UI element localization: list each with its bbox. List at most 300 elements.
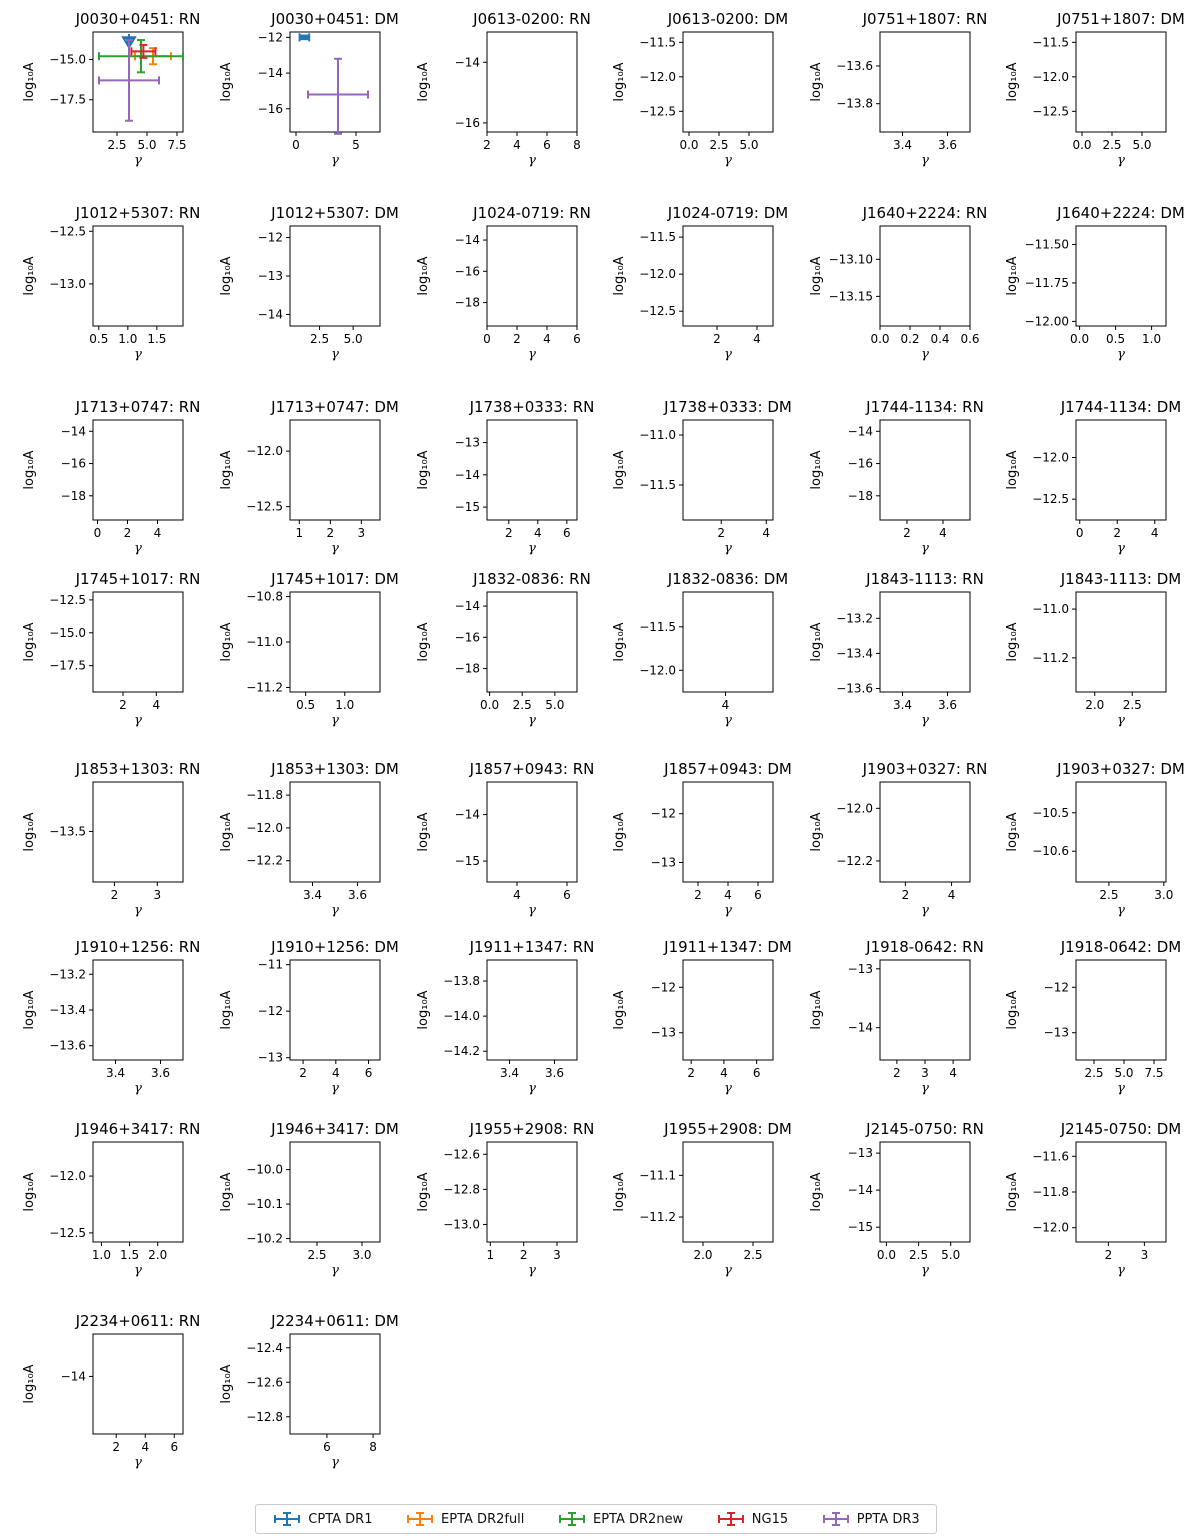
panel-37 (219, 1120, 399, 1278)
x-axis-label: γ (1117, 541, 1125, 556)
y-tick-label: −14 (847, 424, 873, 439)
chart-title: J1955+2908: DM (664, 1120, 792, 1138)
y-tick-label: −13.8 (443, 974, 480, 989)
x-tick-label: 2 (483, 138, 491, 152)
x-tick-label: 4 (762, 526, 771, 540)
panel-12 (22, 398, 200, 556)
y-axis-label: log₁₀A (1005, 256, 1020, 296)
y-axis-label: log₁₀A (612, 812, 627, 852)
x-tick-label: 2.5 (743, 1248, 763, 1262)
x-axis-label: γ (331, 903, 339, 918)
y-tick-label: −12.5 (49, 224, 86, 239)
y-axis-label: log₁₀A (809, 1172, 824, 1212)
x-tick-label: 2 (1113, 526, 1122, 540)
data-point (308, 59, 368, 134)
plot-frame (93, 782, 183, 882)
x-tick-label: 4 (949, 1066, 957, 1080)
y-axis-label: log₁₀A (22, 1172, 37, 1212)
y-tick-label: −12.5 (49, 592, 86, 607)
y-axis-label: log₁₀A (22, 62, 37, 102)
y-axis-label: log₁₀A (612, 450, 627, 490)
y-tick-label: −14 (60, 1369, 86, 1384)
panel-11 (1005, 204, 1185, 362)
x-axis-label: γ (921, 541, 929, 556)
panel-27 (612, 760, 792, 918)
chart-title: J2234+0611: RN (75, 1312, 201, 1330)
y-tick-label: −15.0 (49, 625, 86, 640)
x-tick-label: 4 (721, 698, 730, 712)
y-tick-label: −11.0 (1032, 602, 1069, 617)
legend-item-ng15 (716, 1512, 788, 1527)
y-tick-label: −11.8 (1032, 1185, 1069, 1199)
chart-title: J1738+0333: RN (469, 398, 595, 416)
chart-title: J1744-1134: DM (1060, 398, 1182, 416)
y-tick-label: −12.5 (1032, 104, 1069, 119)
y-axis-label: log₁₀A (612, 256, 627, 296)
x-tick-label: 6 (754, 888, 762, 902)
x-tick-label: 5.0 (1114, 1066, 1134, 1080)
y-tick-label: −12.0 (1032, 450, 1069, 465)
panel-3 (612, 10, 788, 168)
x-tick-label: 0 (292, 138, 300, 152)
plot-frame (290, 960, 380, 1060)
x-tick-label: 2.0 (693, 1248, 713, 1262)
chart-title: J1903+0327: RN (862, 760, 988, 778)
y-tick-label: −12.5 (49, 1225, 86, 1240)
plot-frame (290, 226, 380, 326)
y-tick-label: −12.0 (246, 820, 283, 835)
x-tick-label: 4 (513, 888, 521, 902)
x-tick-label: 2 (519, 1248, 528, 1262)
y-axis-label: log₁₀A (809, 990, 824, 1030)
x-axis-label: γ (528, 347, 536, 362)
y-tick-label: −12.5 (1032, 492, 1069, 507)
y-tick-label: −15.0 (49, 52, 86, 67)
panel-16 (809, 398, 984, 556)
y-tick-label: −11.5 (639, 478, 676, 492)
plot-frame (1076, 960, 1166, 1060)
x-tick-label: 0.5 (1106, 332, 1126, 346)
x-tick-label: 2.0 (148, 1248, 168, 1262)
x-tick-label: 2.5 (1084, 1066, 1104, 1080)
y-tick-label: −11.2 (246, 680, 283, 695)
y-axis-label: log₁₀A (612, 62, 627, 102)
x-tick-label: 4 (720, 1066, 728, 1080)
y-tick-label: −12.0 (246, 444, 283, 459)
chart-title: J1738+0333: DM (664, 398, 792, 416)
chart-title: J1843-1113: DM (1060, 570, 1182, 588)
y-tick-label: −11 (257, 957, 283, 972)
x-tick-label: 7.5 (167, 138, 187, 152)
panel-41 (1005, 1120, 1181, 1278)
x-tick-label: 0 (1075, 526, 1084, 540)
y-tick-label: −10.2 (246, 1231, 283, 1246)
plot-frame (683, 226, 773, 326)
plot-frame (880, 420, 970, 520)
panel-0 (22, 10, 200, 168)
x-tick-label: 3.0 (1154, 888, 1174, 902)
plot-frame (290, 1334, 380, 1434)
x-axis-label: γ (134, 713, 142, 728)
x-tick-label: 6 (323, 1440, 331, 1454)
x-tick-label: 3.4 (499, 1066, 520, 1080)
y-tick-label: −13.4 (49, 1003, 86, 1017)
x-tick-label: 7.5 (1144, 1066, 1164, 1080)
panel-29 (1005, 760, 1185, 918)
chart-title: J1745+1017: RN (75, 570, 201, 588)
x-axis-label: γ (134, 903, 142, 918)
y-axis-label: log₁₀A (1005, 450, 1020, 490)
x-tick-label: 2 (504, 526, 513, 540)
y-tick-label: −14 (60, 424, 86, 439)
y-axis-label: log₁₀A (22, 990, 37, 1030)
panel-15 (612, 398, 792, 556)
plot-frame (290, 782, 380, 882)
y-axis-label: log₁₀A (416, 990, 431, 1030)
x-tick-label: 3 (1140, 1248, 1149, 1262)
x-tick-label: 3.4 (105, 1066, 126, 1080)
legend-item-ppta (821, 1512, 920, 1527)
y-tick-label: −11.5 (639, 230, 676, 245)
x-axis-label: γ (1117, 1081, 1125, 1096)
y-tick-label: −12.0 (836, 801, 873, 816)
y-tick-label: −13 (650, 855, 676, 870)
y-tick-label: −14 (454, 807, 480, 822)
y-tick-label: −12.6 (443, 1147, 480, 1162)
y-axis-label: log₁₀A (809, 256, 824, 296)
panel-2 (416, 10, 591, 168)
x-tick-label: 6 (563, 526, 571, 540)
x-tick-label: 4 (939, 526, 947, 540)
x-tick-label: 8 (573, 138, 581, 152)
x-tick-label: 0.2 (900, 332, 920, 346)
legend-marker-cpta (272, 1512, 302, 1526)
legend-marker-epta-full (405, 1512, 435, 1526)
y-tick-label: −17.5 (49, 658, 86, 673)
x-axis-label: γ (921, 1081, 929, 1096)
x-tick-label: 6 (543, 138, 551, 152)
y-tick-label: −13.15 (828, 289, 873, 304)
chart-title: J1918-0642: RN (866, 938, 984, 956)
y-tick-label: −18 (454, 295, 480, 310)
plot-frame (683, 592, 773, 692)
legend-marker-ppta (821, 1512, 851, 1526)
plot-frame (487, 1142, 577, 1242)
plot-frame (93, 960, 183, 1060)
y-tick-label: −13 (1043, 1025, 1069, 1040)
panel-43 (219, 1312, 399, 1470)
x-tick-label: 3 (921, 1066, 929, 1080)
y-tick-label: −11.5 (639, 35, 676, 50)
plot-frame (487, 782, 577, 882)
panel-10 (809, 204, 987, 362)
x-tick-label: 2.5 (512, 698, 532, 712)
y-tick-label: −18 (60, 488, 86, 503)
x-tick-label: 4 (753, 332, 761, 346)
x-tick-label: 3.4 (302, 888, 323, 902)
x-axis-label: γ (1117, 153, 1125, 168)
panel-34 (809, 938, 984, 1096)
x-tick-label: 0.0 (679, 138, 699, 152)
x-tick-label: 4 (533, 526, 542, 540)
y-tick-label: −11.50 (1024, 237, 1069, 252)
chart-title: J0030+0451: DM (271, 10, 399, 28)
legend-item-epta-new (557, 1512, 683, 1527)
x-axis-label: γ (1117, 903, 1125, 918)
y-tick-label: −13.0 (443, 1217, 480, 1232)
y-axis-label: log₁₀A (416, 450, 431, 490)
panel-20 (416, 570, 591, 728)
chart-title: J1832-0836: DM (667, 570, 789, 588)
y-axis-label: log₁₀A (22, 1364, 37, 1404)
x-axis-label: γ (134, 1081, 142, 1096)
x-tick-label: 2 (513, 332, 521, 346)
x-axis-label: γ (724, 1081, 732, 1096)
y-tick-label: −16 (60, 456, 86, 471)
y-tick-label: −12.2 (836, 853, 873, 868)
x-axis-label: γ (1117, 347, 1125, 362)
chart-title: J1024-0719: DM (667, 204, 789, 222)
x-tick-label: 0.0 (876, 1248, 896, 1262)
x-tick-label: 2.5 (909, 1248, 929, 1262)
y-axis-label: log₁₀A (809, 62, 824, 102)
y-tick-label: −11.1 (639, 1168, 676, 1183)
y-tick-label: −14 (847, 1020, 873, 1035)
y-tick-label: −12.0 (639, 69, 676, 84)
y-tick-label: −14 (847, 1183, 873, 1198)
x-axis-label: γ (528, 713, 536, 728)
x-axis-label: γ (528, 541, 536, 556)
y-tick-label: −14.0 (443, 1009, 480, 1024)
chart-title: J1744-1134: RN (866, 398, 984, 416)
chart-title: J1713+0747: RN (75, 398, 201, 416)
chart-title: J2145-0750: RN (866, 1120, 984, 1138)
x-axis-label: γ (331, 713, 339, 728)
y-tick-label: −12.2 (246, 853, 283, 868)
panel-23 (1005, 570, 1181, 728)
y-axis-label: log₁₀A (612, 990, 627, 1030)
plot-frame (880, 960, 970, 1060)
chart-title: J0613-0200: DM (667, 10, 789, 28)
panel-1 (219, 10, 399, 168)
y-tick-label: −12.4 (246, 1340, 283, 1355)
panel-39 (612, 1120, 792, 1278)
plot-frame (487, 32, 577, 132)
panel-17 (1005, 398, 1181, 556)
y-tick-label: −12.0 (639, 267, 676, 282)
plot-frame (880, 782, 970, 882)
y-tick-label: −12.5 (246, 499, 283, 514)
y-tick-label: −12.00 (1024, 314, 1069, 329)
x-tick-label: 3.6 (150, 1066, 171, 1080)
x-axis-label: γ (1117, 1263, 1125, 1278)
chart-title: J1713+0747: DM (271, 398, 399, 416)
y-axis-label: log₁₀A (612, 622, 627, 662)
x-tick-label: 2 (687, 1066, 696, 1080)
plot-frame (290, 32, 380, 132)
y-axis-label: log₁₀A (219, 1172, 234, 1212)
y-tick-label: −13.6 (836, 58, 873, 73)
x-tick-label: 1.0 (118, 332, 138, 346)
panel-19 (219, 570, 399, 728)
x-tick-label: 2.5 (310, 332, 330, 346)
x-tick-label: 1.0 (335, 698, 355, 712)
y-tick-label: −11.0 (639, 428, 676, 442)
y-tick-label: −11.6 (1032, 1149, 1069, 1164)
x-tick-label: 2 (694, 888, 702, 902)
y-axis-label: log₁₀A (22, 450, 37, 490)
y-tick-label: −13.0 (49, 276, 86, 291)
panel-32 (416, 938, 594, 1096)
y-axis-label: log₁₀A (219, 990, 234, 1030)
panel-28 (809, 760, 987, 918)
panel-36 (22, 1120, 200, 1278)
x-tick-label: 0.0 (480, 698, 500, 712)
x-tick-label: 1.5 (120, 1248, 140, 1262)
plot-frame (487, 226, 577, 326)
y-tick-label: −12 (650, 980, 676, 995)
chart-title: J1911+1347: DM (664, 938, 792, 956)
chart-title: J1012+5307: RN (75, 204, 201, 222)
x-tick-label: 4 (331, 1066, 340, 1080)
y-tick-label: −13.10 (828, 252, 873, 267)
y-tick-label: −10.6 (1032, 844, 1069, 859)
y-tick-label: −12 (257, 230, 283, 245)
chart-title: J1640+2224: RN (862, 204, 988, 222)
x-axis-label: γ (724, 1263, 732, 1278)
y-tick-label: −11.8 (246, 788, 283, 803)
y-tick-label: −12.5 (639, 304, 676, 319)
x-axis-label: γ (528, 153, 536, 168)
legend-label-ng15: NG15 (751, 1511, 789, 1527)
x-tick-label: 3.6 (544, 1066, 565, 1080)
plot-frame (1076, 1142, 1166, 1242)
x-tick-label: 3.6 (937, 698, 958, 712)
x-tick-label: 5.0 (941, 1248, 961, 1262)
x-axis-label: γ (724, 903, 732, 918)
y-tick-label: −12.8 (443, 1182, 480, 1197)
panel-13 (219, 398, 399, 556)
x-tick-label: 2 (110, 888, 119, 902)
y-axis-label: log₁₀A (1005, 990, 1020, 1030)
y-axis-label: log₁₀A (219, 450, 234, 490)
y-tick-label: −14 (454, 233, 480, 248)
y-tick-label: −11.2 (639, 1210, 676, 1224)
x-tick-label: 2 (901, 888, 910, 902)
y-tick-label: −14 (257, 66, 283, 81)
chart-title: J0751+1807: DM (1057, 10, 1185, 28)
y-tick-label: −12.0 (639, 663, 676, 678)
y-axis-label: log₁₀A (22, 622, 37, 662)
legend-label-cpta: CPTA DR1 (308, 1511, 373, 1527)
plot-frame (93, 32, 183, 132)
x-tick-label: 4 (141, 1440, 150, 1454)
plot-frame (487, 592, 577, 692)
x-axis-label: γ (724, 347, 732, 362)
panel-6 (22, 204, 200, 362)
x-tick-label: 4 (513, 138, 521, 152)
x-tick-label: 0.4 (930, 332, 950, 346)
y-tick-label: −13 (847, 1146, 873, 1161)
y-axis-label: log₁₀A (612, 1172, 627, 1212)
y-axis-label: log₁₀A (219, 622, 234, 662)
plot-frame (880, 1142, 970, 1242)
y-axis-label: log₁₀A (416, 62, 431, 102)
y-axis-label: log₁₀A (809, 812, 824, 852)
y-tick-label: −11.75 (1024, 275, 1069, 290)
x-tick-label: 4 (724, 888, 732, 902)
y-tick-label: −13 (257, 1050, 283, 1065)
x-tick-label: 4 (152, 698, 161, 712)
y-tick-label: −13 (257, 269, 283, 283)
x-tick-label: 5.0 (1132, 138, 1152, 152)
y-tick-label: −16 (454, 630, 480, 645)
x-axis-label: γ (331, 1455, 339, 1470)
y-tick-label: −13 (847, 961, 873, 976)
chart-title: J1843-1113: RN (866, 570, 984, 588)
y-tick-label: −11.0 (246, 635, 283, 649)
plot-frame (290, 420, 380, 520)
x-tick-label: 2 (713, 332, 721, 346)
x-axis-label: γ (921, 347, 929, 362)
legend-marker-ng15 (716, 1512, 746, 1526)
plot-frame (1076, 592, 1166, 692)
y-tick-label: −12.0 (1032, 69, 1069, 84)
x-tick-label: 4 (947, 888, 956, 902)
y-tick-label: −16 (847, 456, 873, 471)
legend-item-epta-full (405, 1512, 524, 1527)
x-axis-label: γ (134, 347, 142, 362)
chart-title: J1903+0327: DM (1057, 760, 1185, 778)
plot-frame (683, 420, 773, 520)
x-tick-label: 2 (123, 526, 132, 540)
legend-item-cpta (272, 1512, 372, 1527)
x-tick-label: 3.0 (352, 1248, 372, 1262)
x-tick-label: 2 (717, 526, 726, 540)
x-tick-label: 4 (543, 332, 551, 346)
chart-title: J1640+2224: DM (1057, 204, 1185, 222)
x-axis-label: γ (921, 153, 929, 168)
legend-label-ppta: PPTA DR3 (856, 1511, 920, 1527)
x-tick-label: 1 (486, 1248, 495, 1262)
plot-frame (487, 960, 577, 1060)
y-axis-label: log₁₀A (1005, 62, 1020, 102)
x-tick-label: 0.0 (1072, 138, 1092, 152)
x-tick-label: 2 (893, 1066, 901, 1080)
panel-5 (1005, 10, 1185, 168)
y-tick-label: −13 (454, 435, 480, 450)
x-tick-label: 5 (352, 138, 360, 152)
x-axis-label: γ (528, 1081, 536, 1096)
legend-label-epta-full: EPTA DR2full (441, 1511, 525, 1527)
x-axis-label: γ (724, 153, 732, 168)
y-tick-label: −14 (257, 307, 283, 322)
legend-label-epta-new: EPTA DR2new (593, 1511, 684, 1527)
x-tick-label: 2.5 (107, 138, 127, 152)
panel-42 (22, 1312, 200, 1470)
x-axis-label: γ (724, 541, 732, 556)
chart-title: J1832-0836: RN (473, 570, 591, 588)
y-tick-label: −18 (454, 661, 480, 676)
x-tick-label: 1.0 (91, 1248, 111, 1262)
y-axis-label: log₁₀A (1005, 622, 1020, 662)
x-axis-label: γ (331, 153, 339, 168)
y-tick-label: −12.0 (1032, 1220, 1069, 1235)
x-tick-label: 3 (153, 888, 162, 902)
y-axis-label: log₁₀A (1005, 1172, 1020, 1212)
y-tick-label: −13 (650, 1025, 676, 1040)
y-tick-label: −13.5 (49, 824, 86, 839)
